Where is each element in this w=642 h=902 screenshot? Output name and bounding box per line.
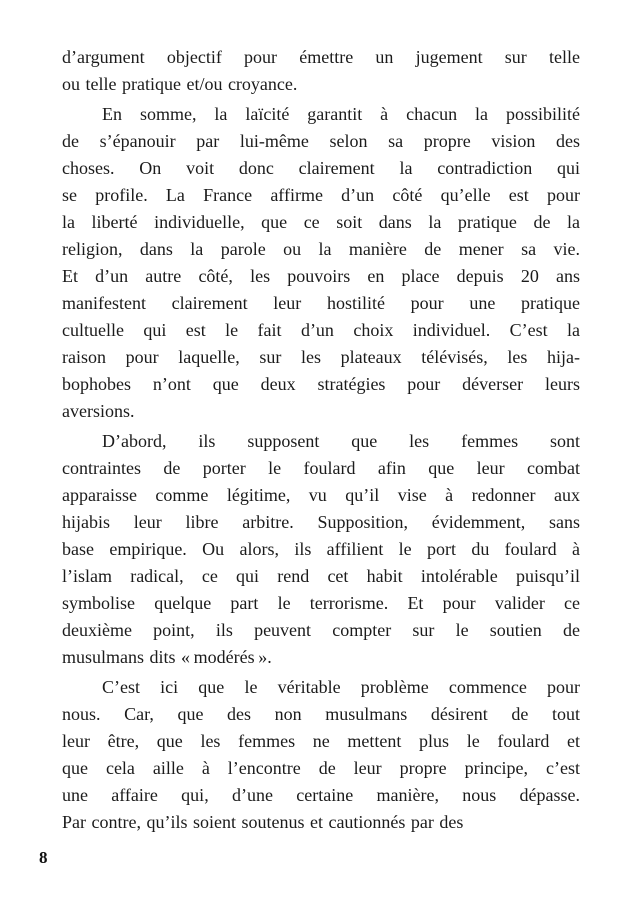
text-line: choses. On voit donc clairement la contradiction qui: [62, 158, 580, 178]
text-line: que cela aille à l’encontre de leur propre principe, c’est: [62, 758, 580, 778]
paragraph: [62, 44, 580, 98]
text-line: leur être, que les femmes ne mettent plus le foulard et: [62, 731, 580, 751]
paragraph: [62, 674, 580, 836]
text-line: base empirique. Ou alors, ils affilient le port du foulard à: [62, 539, 580, 559]
text-line: Par contre, qu’ils soient soutenus et cautionnés par des: [62, 812, 464, 832]
text-line: religion, dans la parole ou la manière de mener sa vie.: [62, 239, 580, 259]
text-line: bophobes n’ont que deux stratégies pour déverser leurs: [62, 374, 580, 394]
text-line: En somme, la laïcité garantit à chacun la possibilité: [102, 104, 580, 124]
text-line: Et d’un autre côté, les pouvoirs en place depuis 20 ans: [62, 266, 580, 286]
text-block: [62, 44, 580, 836]
text-line: aversions.: [62, 401, 135, 421]
text-line: manifestent clairement leur hostilité pour une pratique: [62, 293, 580, 313]
text-line: ou telle pratique et/ou croyance.: [62, 74, 298, 94]
text-line: apparaisse comme légitime, vu qu’il vise à redonner aux: [62, 485, 580, 505]
text-line: se profile. La France affirme d’un côté qu’elle est pour: [62, 185, 580, 205]
text-line: contraintes de porter le foulard afin que leur combat: [62, 458, 580, 478]
text-line: d’argument objectif pour émettre un jugement sur telle: [62, 47, 580, 67]
text-line: raison pour laquelle, sur les plateaux télévisés, les hija-: [62, 347, 580, 367]
paragraph: [62, 428, 580, 671]
text-line: D’abord, ils supposent que les femmes sont: [102, 431, 580, 451]
text-line: deuxième point, ils peuvent compter sur le soutien de: [62, 620, 580, 640]
page-number: 8: [39, 848, 48, 867]
text-line: hijabis leur libre arbitre. Supposition, évidemment, sans: [62, 512, 580, 532]
text-line: C’est ici que le véritable problème commence pour: [102, 677, 580, 697]
text-line: la liberté individuelle, que ce soit dans la pratique de la: [62, 212, 580, 232]
text-line: une affaire qui, d’une certaine manière, nous dépasse.: [62, 785, 580, 805]
text-line: nous. Car, que des non musulmans désirent de tout: [62, 704, 580, 724]
text-line: symbolise quelque part le terrorisme. Et pour valider ce: [62, 593, 580, 613]
text-line: l’islam radical, ce qui rend cet habit intolérable puisqu’il: [62, 566, 580, 586]
text-line: musulmans dits « modérés ».: [62, 647, 272, 667]
text-line: de s’épanouir par lui-même selon sa propre vision des: [62, 131, 580, 151]
text-line: cultuelle qui est le fait d’un choix individuel. C’est la: [62, 320, 580, 340]
paragraph: [62, 101, 580, 425]
